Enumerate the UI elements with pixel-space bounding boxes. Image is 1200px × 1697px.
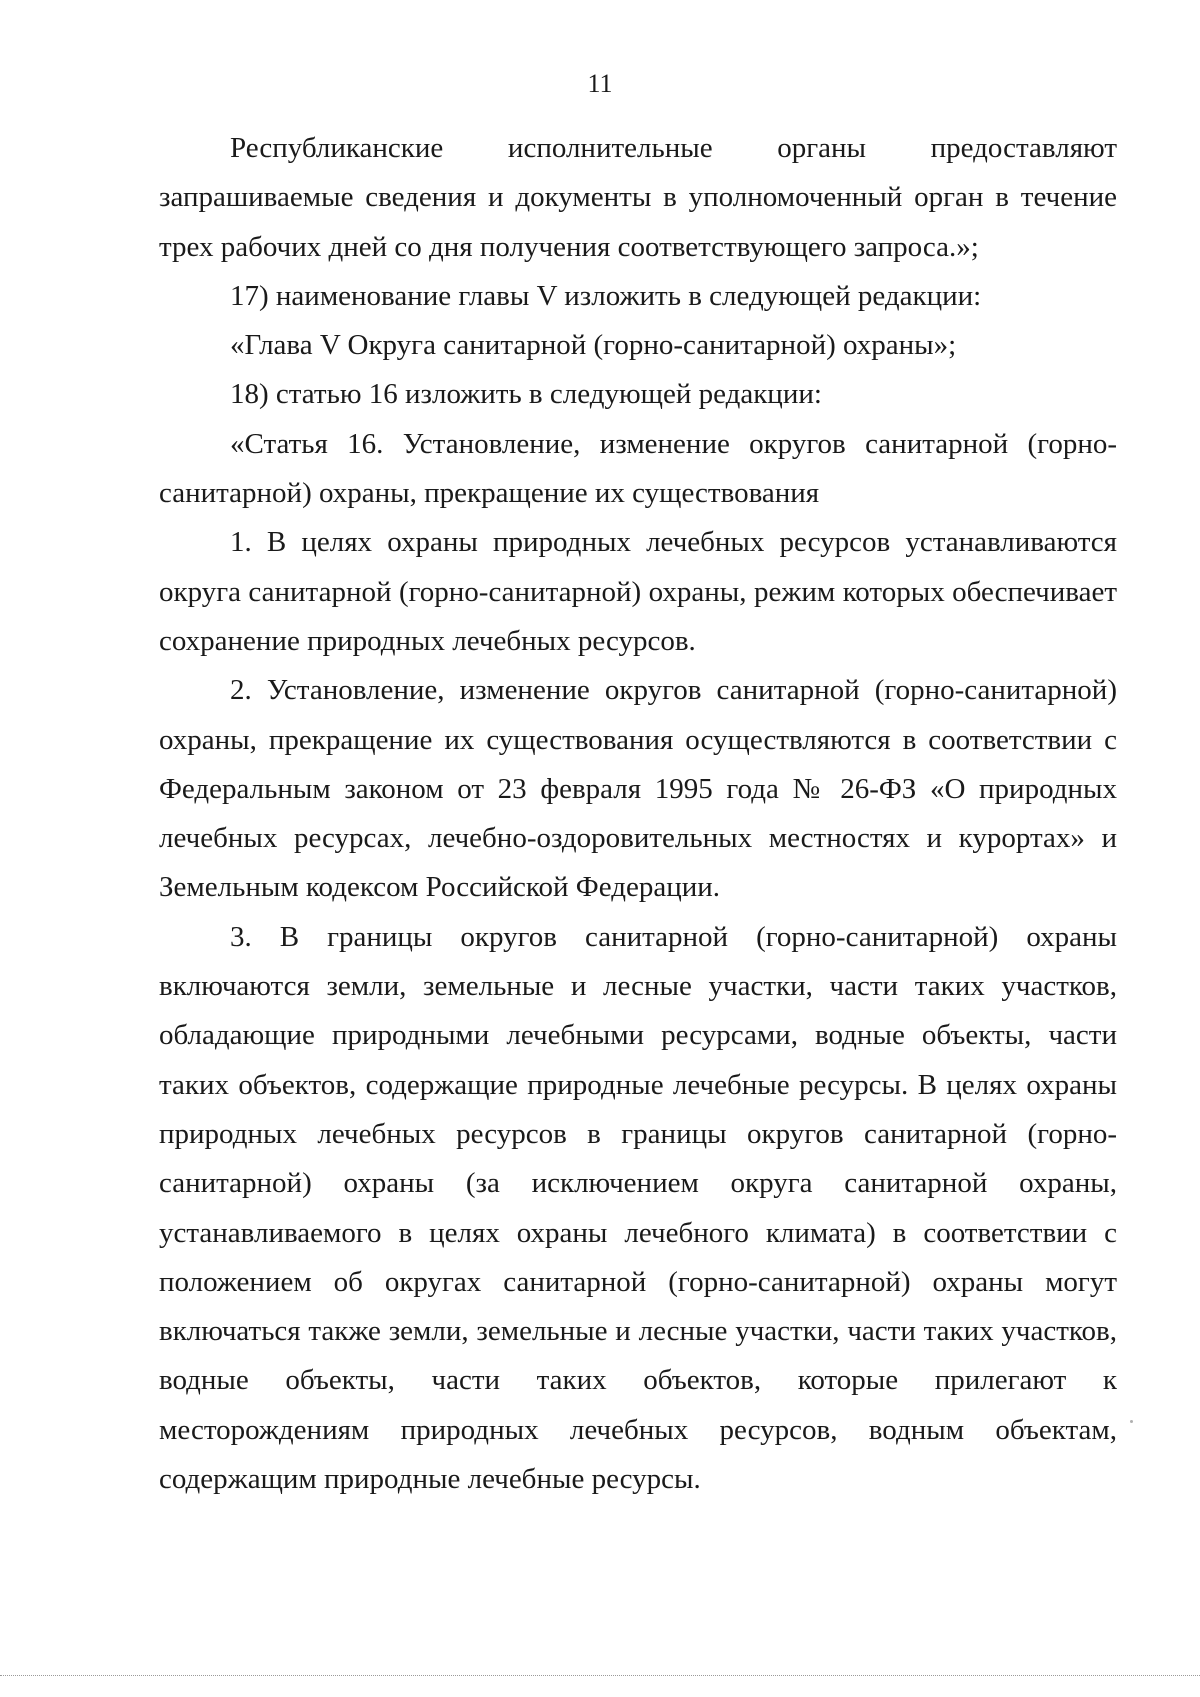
- paragraph-chapter-title: «Глава V Округа санитарной (горно-санитарной) охраны»;: [230, 329, 957, 362]
- paragraph-item-17: 17) наименование главы V изложить в следующей редакции:: [230, 279, 982, 312]
- document-body: [159, 124, 1117, 1504]
- paragraph-article-16-part-1: 1. В целях охраны природных лечебных ресурсов устанавливаются округа санитарной (горно-санитарной) охраны, режим которых обеспечивает сохранение природных лечебных ресурсов.: [159, 526, 1117, 657]
- paragraph-article-16-heading: «Статья 16. Установление, изменение округов санитарной (горно-санитарной) охраны, прекращение их существования: [159, 427, 1117, 510]
- paragraph-item-18: 18) статью 16 изложить в следующей редакции:: [230, 378, 822, 411]
- page-number: 11: [587, 69, 613, 98]
- scan-edge-divider: [0, 1675, 1200, 1676]
- paragraph-article-16-part-3: 3. В границы округов санитарной (горно-санитарной) охраны включаются земли, земельные и лесные участки, части таких участков, обладающие природными лечебными ресурсами, водные объекты, части таких объектов, содержащие природные лечебные ресурсы. В целях охраны природных лечебных ресурсов в границы округов санитарной (горно-санитарной) охраны (за исключением округа санитарной охраны, устанавливаемого в целях охраны лечебного климата) в соответствии с положением об округах санитарной (горно-санитарной) охраны могут включаться также земли, земельные и лесные участки, части таких участков, водные объекты, части таких объектов, которые прилегают к месторождениям природных лечебных ресурсов, водным объектам, содержащим природные лечебные ресурсы.: [159, 920, 1117, 1496]
- scan-mark: [1130, 1420, 1133, 1423]
- paragraph-report-deadline: Республиканские исполнительные органы предоставляют запрашиваемые сведения и документы в уполномоченный орган в течение трех рабочих дней со дня получения соответствующего запроса.»;: [159, 132, 1117, 263]
- paragraph-article-16-part-2: 2. Установление, изменение округов санитарной (горно-санитарной) охраны, прекращение их существования осуществляются в соответствии с Федеральным законом от 23 февраля 1995 года № 26-ФЗ «О природных лечебных ресурсах, лечебно-оздоровительных местностях и курортах» и Земельным кодексом Российской Федерации.: [159, 674, 1117, 904]
